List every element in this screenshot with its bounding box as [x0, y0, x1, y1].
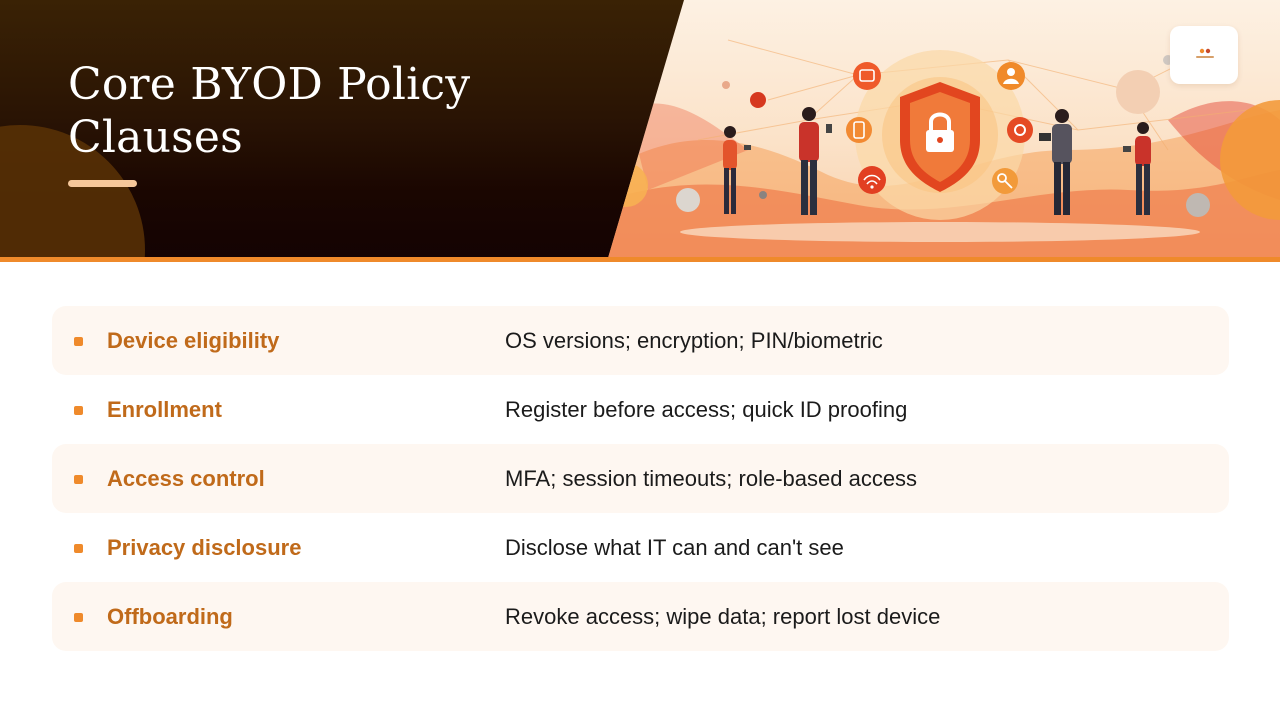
- clause-label: Device eligibility: [107, 328, 280, 353]
- browser-icon: [853, 62, 881, 90]
- list-item: [52, 306, 1229, 375]
- clause-label: Offboarding: [107, 604, 233, 629]
- list-item: [52, 582, 1229, 651]
- gear-icon: [1007, 117, 1033, 143]
- list-item: [52, 444, 1229, 513]
- clause-label: Access control: [107, 466, 265, 491]
- title-line-1: Core BYOD Policy: [68, 59, 471, 110]
- phone-icon: [846, 117, 872, 143]
- slide-header: [0, 0, 1280, 262]
- clause-label: Enrollment: [107, 397, 222, 422]
- bullet-icon: [74, 337, 83, 346]
- clause-label: Privacy disclosure: [107, 535, 302, 560]
- clause-detail: Disclose what IT can and can't see: [505, 535, 844, 560]
- user-icon: [997, 62, 1025, 90]
- bullet-icon: [74, 613, 83, 622]
- bullet-icon: [74, 544, 83, 553]
- page-title: [68, 58, 588, 164]
- list-item: [52, 375, 1229, 444]
- bullet-icon: [74, 406, 83, 415]
- logo-card: [1170, 26, 1238, 84]
- clause-detail: Register before access; quick ID proofing: [505, 397, 908, 422]
- wifi-icon: [858, 166, 886, 194]
- bullet-icon: [74, 475, 83, 484]
- clause-detail: Revoke access; wipe data; report lost device: [505, 604, 941, 629]
- title-line-2: Clauses: [68, 112, 243, 163]
- key-icon: [992, 168, 1018, 194]
- policy-clause-list: [52, 306, 1229, 651]
- list-item: [52, 513, 1229, 582]
- header-divider: [0, 257, 1280, 262]
- clause-detail: OS versions; encryption; PIN/biometric: [505, 328, 883, 353]
- clause-detail: MFA; session timeouts; role-based access: [505, 466, 918, 491]
- logo-icon: [1194, 46, 1216, 62]
- title-underline: [68, 180, 137, 187]
